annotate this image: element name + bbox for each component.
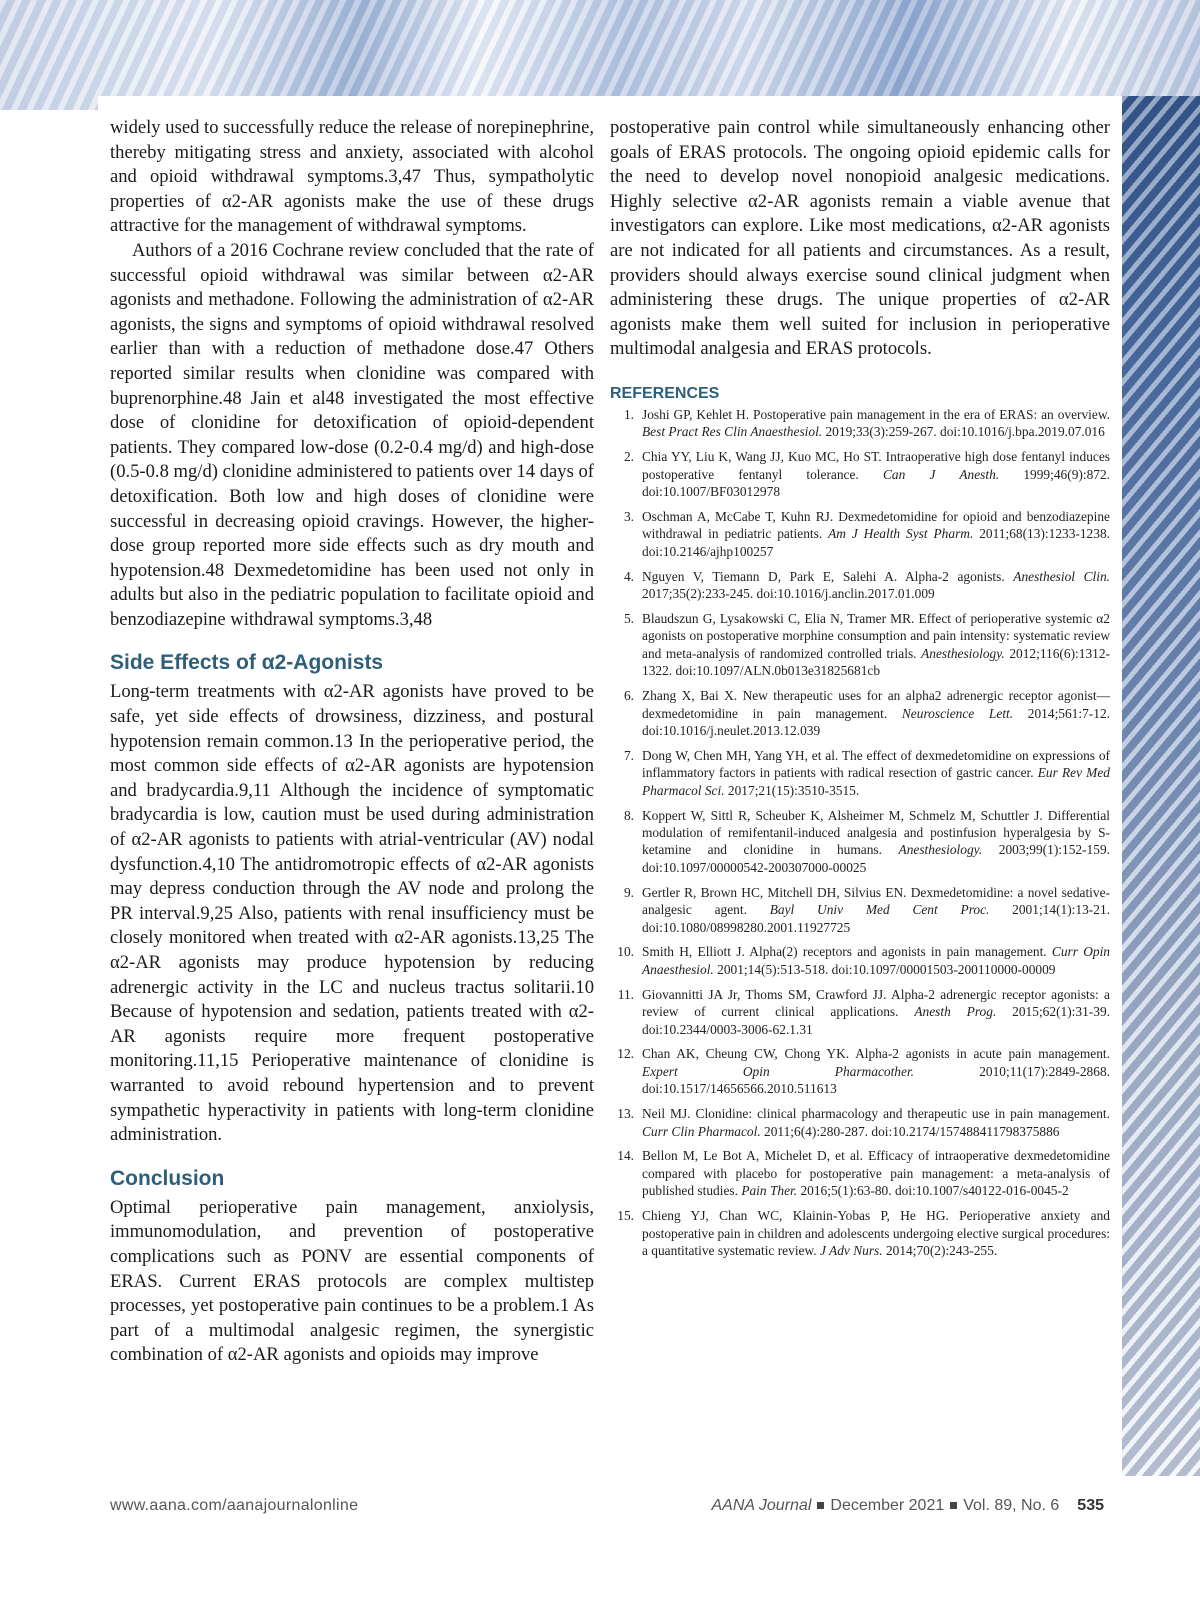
reference-item	[610, 687, 1110, 739]
reference-item	[610, 610, 1110, 680]
reference-number: 9.	[623, 884, 634, 900]
reference-number: 8.	[623, 807, 634, 823]
reference-item	[610, 1147, 1110, 1199]
reference-number: 10.	[617, 944, 634, 960]
reference-text: Chieng YJ, Chan WC, Klainin-Yobas P, He HG. Perioperative anxiety and postoperative pain in children and adolescents undergoing elective surgical procedures: a quantitative systematic review.	[642, 1208, 1110, 1258]
issue-date: December 2021	[830, 1497, 945, 1514]
reference-item	[610, 747, 1110, 799]
reference-text: Blaudszun G, Lysakowski C, Elia N, Tramer MR. Effect of perioperative systemic α2 agonists on postoperative morphine consumption and pain intensity: systematic review and meta-analysis of randomized controlled trials.	[642, 611, 1110, 661]
right-column	[610, 116, 1110, 1267]
reference-journal: J Adv Nurs.	[819, 1243, 883, 1258]
reference-text: Chia YY, Liu K, Wang JJ, Kuo MC, Ho ST. Intraoperative high dose fentanyl induces postoperative fentanyl tolerance.	[642, 449, 1110, 482]
reference-text: Neil MJ. Clonidine: clinical pharmacology and therapeutic use in pain management.	[642, 1106, 1110, 1122]
reference-text: Gertler R, Brown HC, Mitchell DH, Silvius EN. Dexmedetomidine: a novel sedative-analgesic agent.	[642, 884, 1110, 918]
reference-item	[610, 508, 1110, 560]
reference-number: 6.	[623, 688, 634, 704]
reference-number: 13.	[617, 1106, 634, 1122]
reference-citation: 2019;33(3):259-267. doi:10.1016/j.bpa.2019.07.016	[822, 424, 1105, 440]
reference-item	[610, 884, 1110, 936]
reference-text: Joshi GP, Kehlet H. Postoperative pain management in the era of ERAS: an overview.	[642, 406, 1110, 422]
volume-issue: Vol. 89, No. 6	[963, 1497, 1060, 1514]
reference-number: 1.	[623, 406, 634, 422]
side-background-graphic	[1122, 96, 1200, 1476]
reference-text: Smith H, Elliott J. Alpha(2) receptors and agonists in pain management.	[642, 944, 1052, 960]
reference-journal: Can J Anesth.	[882, 466, 1000, 482]
reference-citation: 2001;14(1):13-21. doi:10.1080/08998280.2001.11927725	[642, 902, 1110, 935]
reference-number: 12.	[617, 1046, 634, 1062]
reference-journal: Pain Ther.	[741, 1183, 798, 1199]
reference-journal: Best Pract Res Clin Anaesthesiol.	[642, 424, 823, 440]
reference-item	[610, 406, 1110, 441]
reference-citation: 2011;68(13):1233-1238. doi:10.2146/ajhp100257	[642, 526, 1110, 559]
reference-text: Zhang X, Bai X. New therapeutic uses for an alpha2 adrenergic receptor agonist—dexmedetomidine in pain management.	[642, 688, 1110, 721]
section-heading-conclusion: Conclusion	[110, 1166, 225, 1190]
reference-number: 3.	[623, 508, 634, 524]
page-footer	[110, 1497, 1104, 1521]
reference-journal: Neuroscience Lett.	[901, 705, 1014, 721]
paragraph: widely used to successfully reduce the release of norepinephrine, thereby mitigating stress and anxiety, associated with alcohol and opioid withdrawal symptoms.3,47 Thus, sympatholytic properties of α2-AR agonists make the use of these drugs attractive for the management of withdrawal symptoms.	[110, 117, 594, 237]
reference-citation: 2001;14(5):513-518. doi:10.1097/00001503-200110000-00009	[713, 961, 1056, 977]
reference-journal: Anesth Prog.	[914, 1004, 997, 1020]
reference-citation: 2012;116(6):1312-1322. doi:10.1097/ALN.0b013e31825681cb	[642, 645, 1110, 679]
reference-citation: 2014;561:7-12. doi:10.1016/j.neulet.2013.12.039	[642, 705, 1110, 738]
reference-number: 5.	[623, 611, 634, 626]
journal-url-link[interactable]: www.aana.com/aanajournalonline	[110, 1497, 359, 1514]
reference-item	[610, 1045, 1110, 1097]
reference-number: 15.	[617, 1208, 634, 1224]
reference-item	[610, 448, 1110, 500]
reference-text: Bellon M, Le Bot A, Michelet D, et al. Efficacy of intraoperative dexmedetomidine compared with placebo for postoperative pain management: a meta-analysis of published studies.	[642, 1148, 1110, 1199]
reference-number: 7.	[623, 747, 634, 763]
reference-citation: 2003;99(1):152-159. doi:10.1097/00000542-200307000-00025	[642, 842, 1110, 875]
reference-journal: Curr Clin Pharmacol.	[642, 1123, 761, 1139]
reference-item	[610, 568, 1110, 603]
references-heading: REFERENCES	[610, 384, 720, 402]
left-column	[110, 116, 594, 1368]
square-bullet-icon	[950, 1502, 957, 1509]
reference-citation: 2011;6(4):280-287. doi:10.2174/157488411798375886	[760, 1123, 1060, 1139]
reference-item	[610, 1105, 1110, 1140]
reference-item	[610, 943, 1110, 978]
reference-citation: 2017;35(2):233-245. doi:10.1016/j.anclin.2017.01.009	[642, 586, 935, 602]
reference-item	[610, 986, 1110, 1038]
reference-citation: 2010;11(17):2849-2868. doi:10.1517/14656566.2010.511613	[642, 1063, 1110, 1097]
reference-journal: Anesthesiol Clin.	[1013, 568, 1110, 584]
reference-journal: Curr Opin Anaesthesiol.	[642, 944, 1110, 977]
reference-citation: 2015;62(1):31-39. doi:10.2344/0003-3006-62.1.31	[642, 1004, 1110, 1037]
reference-text: Giovannitti JA Jr, Thoms SM, Crawford JJ. Alpha-2 adrenergic receptor agonists: a review of current clinical applications.	[642, 986, 1110, 1020]
reference-citation: 2016;5(1):63-80. doi:10.1007/s40122-016-0045-2	[797, 1183, 1069, 1199]
reference-text: Nguyen V, Tiemann D, Park E, Salehi A. Alpha-2 agonists.	[642, 568, 1014, 584]
square-bullet-icon	[817, 1502, 824, 1509]
reference-citation: 2017;21(15):3510-3515.	[724, 782, 860, 798]
paragraph: Authors of a 2016 Cochrane review concluded that the rate of successful opioid withdrawal was similar between α2-AR agonists and methadone. Following the administration of α2-AR agonists, the signs and symptoms of opioid withdrawal resolved earlier than with a reduction of methadone dose.47 Others reported similar results when clonidine was compared with buprenorphine.48 Jain et al48 investigated the most effective dose of clonidine for detoxification of opioid-dependent patients. They compared low-dose (0.2-0.4 mg/d) and high-dose (0.5-0.8 mg/d) clonidine administered to patients over 14 days of detoxification. Both low and high doses of clonidine were successful in decreasing opioid cravings. However, the higher-dose group reported more side effects such as dry mouth and hypotension.48 Dexmedetomidine has been used not only in adults but also in the pediatric population to facilitate opioid and benzodiazepine withdrawal symptoms.3,48	[110, 239, 594, 630]
reference-journal: Eur Rev Med Pharmacol Sci.	[642, 765, 1110, 798]
reference-number: 2.	[623, 449, 634, 465]
reference-journal: Bayl Univ Med Cent Proc.	[769, 902, 990, 918]
reference-number: 4.	[623, 568, 634, 584]
reference-citation: 2014;70(2):243-255.	[882, 1243, 998, 1258]
reference-number: 14.	[617, 1148, 634, 1164]
reference-journal: Anesthesiology.	[921, 645, 1005, 661]
section-heading-side-effects: Side Effects of α2-Agonists	[110, 651, 384, 675]
reference-text: Oschman A, McCabe T, Kuhn RJ. Dexmedetomidine for opioid and benzodiazepine withdrawal in pediatric patients.	[642, 508, 1110, 542]
reference-item	[610, 1207, 1110, 1259]
paragraph: postoperative pain control while simultaneously enhancing other goals of ERAS protocols. The ongoing opioid epidemic calls for the need to develop novel nonopioid analgesic medications. Highly selective α2-AR agonists remain a viable avenue that investigators can explore. Like most medications, α2-AR agonists are not indicated for all patients and circumstances. As a result, providers should always exercise sound clinical judgment when administering these drugs. The unique properties of α2-AR agonists make them well suited for inclusion in perioperative multimodal analgesia and ERAS protocols.	[610, 117, 1110, 360]
page-number: 535	[1077, 1497, 1104, 1514]
paragraph: Long-term treatments with α2-AR agonists have proved to be safe, yet side effects of drowsiness, dizziness, and postural hypotension remain common.13 In the perioperative period, the most common side effects of α2-AR agonists are hypotension and bradycardia.9,11 Although the incidence of symptomatic bradycardia is low, caution must be used during administration of α2-AR agonists to patients with atrial-ventricular (AV) nodal dysfunction.4,10 The antidromotropic effects of α2-AR agonists may depress conduction through the AV node and prolong the PR interval.9,25 Also, patients with renal insufficiency must be closely monitored when treated with α2-AR agonists.13,25 The α2-AR agonists may produce hypotension by reducing adrenergic activity in the LC and nucleus tractus solitarii.10 Because of hypotension and sedation, patients treated with α2-AR agonists require more frequent postoperative monitoring.11,15 Perioperative maintenance of clonidine is warranted to avoid rebound hypertension and to prevent sympathetic hyperactivity in patients with long-term clonidine administration.	[110, 681, 594, 1146]
reference-text: Dong W, Chen MH, Yang YH, et al. The effect of dexmedetomidine on expressions of inflammatory factors in patients with radical resection of gastric cancer.	[642, 747, 1110, 781]
paragraph: Optimal perioperative pain management, anxiolysis, immunomodulation, and prevention of postoperative complications such as PONV are essential components of ERAS. Current ERAS protocols are complex multistep processes, yet postoperative pain continues to be a problem.1 As part of a multimodal analgesic regimen, the synergistic combination of α2-AR agonists and opioids may improve	[110, 1196, 594, 1366]
reference-text: Koppert W, Sittl R, Scheuber K, Alsheimer M, Schmelz M, Schuttler J. Differential modulation of remifentanil-induced analgesia and postinfusion hyperalgesia by S-ketamine and clonidine in humans.	[642, 807, 1110, 858]
reference-journal: Am J Health Syst Pharm.	[828, 526, 974, 542]
reference-journal: Anesthesiology.	[898, 842, 983, 858]
references-list	[610, 406, 1110, 1259]
journal-name: AANA Journal	[711, 1497, 812, 1514]
reference-citation: 1999;46(9):872. doi:10.1007/BF03012978	[642, 466, 1110, 500]
reference-journal: Expert Opin Pharmacother.	[642, 1063, 915, 1079]
reference-item	[610, 807, 1110, 877]
journal-info	[711, 1497, 1104, 1515]
header-background-graphic	[0, 0, 1200, 110]
reference-number: 11.	[617, 986, 634, 1002]
reference-text: Chan AK, Cheung CW, Chong YK. Alpha-2 agonists in acute pain management.	[642, 1046, 1110, 1062]
page-content	[98, 96, 1122, 1476]
